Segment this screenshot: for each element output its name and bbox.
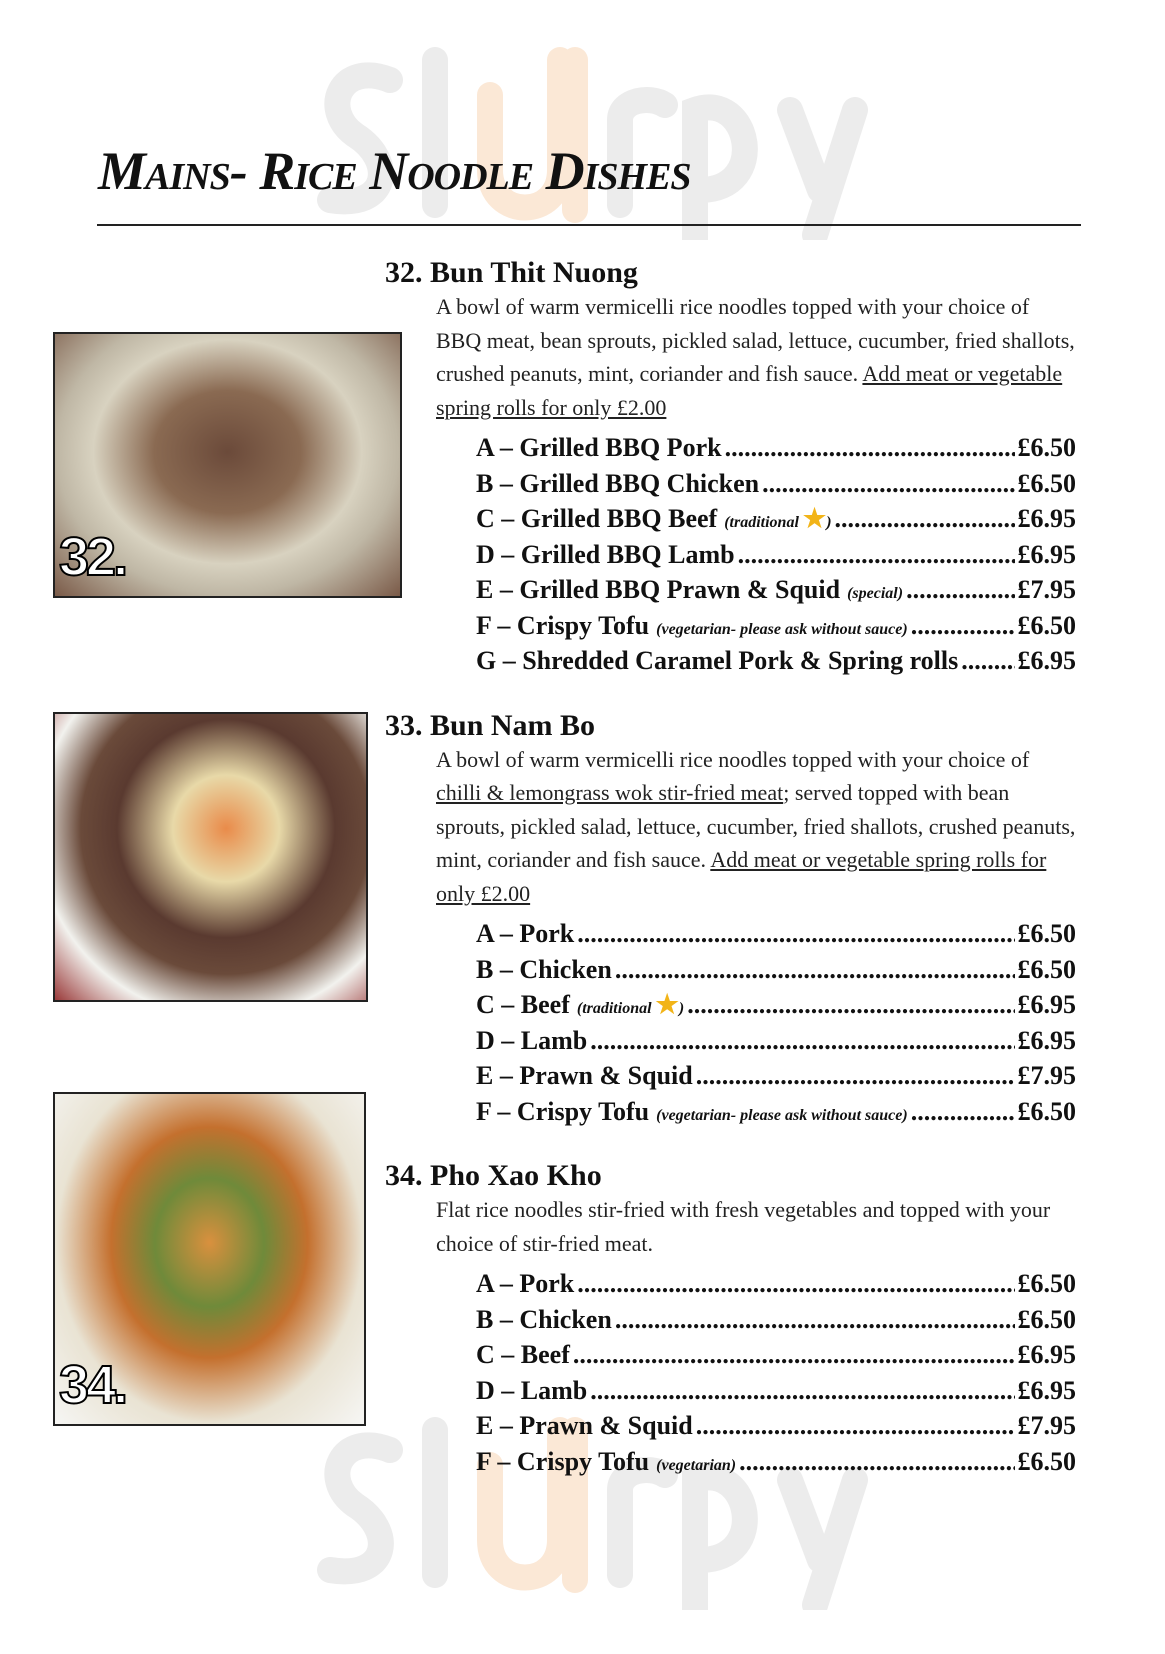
menu-item [476, 608, 1076, 644]
item-note: (vegetarian) [656, 1456, 737, 1474]
item-name: E – Prawn & Squid [476, 1411, 693, 1440]
dot-leader [615, 952, 1015, 988]
dot-leader [615, 1302, 1015, 1338]
item-price: £6.50 [1017, 610, 1076, 640]
dot-leader [577, 916, 1014, 952]
spring-roll-note: Add meat or vegetable spring rolls for only £2.00 [436, 847, 1047, 906]
item-name: C – Beef [476, 1340, 570, 1369]
item-price: £6.95 [1017, 539, 1076, 569]
item-price: £6.50 [1017, 1304, 1076, 1334]
item-name: D – Lamb [476, 1025, 588, 1055]
menu-item [476, 1023, 1076, 1059]
dot-leader [738, 537, 1015, 573]
item-name: G – Shredded Caramel Pork & Spring rolls [476, 646, 959, 675]
menu-item [476, 1266, 1076, 1302]
item-list [476, 1266, 1076, 1479]
menu-item [476, 952, 1076, 988]
dot-leader [696, 1408, 1015, 1444]
menu-item [476, 572, 1076, 608]
dot-leader [573, 1337, 1015, 1373]
item-price: £6.50 [1017, 954, 1076, 984]
item-name: F – Crispy Tofu [476, 610, 650, 640]
item-note: (traditional ★) [724, 504, 832, 533]
item-price: £6.95 [1017, 1025, 1076, 1055]
item-name: F – Crispy Tofu [476, 1096, 650, 1126]
dot-leader [906, 572, 1014, 608]
dot-leader [696, 1058, 1015, 1094]
section-description [436, 1193, 1076, 1260]
menu-item [476, 466, 1076, 502]
item-list [476, 430, 1076, 679]
item-price: £6.95 [1017, 990, 1076, 1019]
item-price: £6.95 [1017, 1375, 1076, 1405]
star-icon: ★ [802, 504, 827, 533]
section-heading: 32. Bun Thit Nuong [385, 256, 638, 289]
dot-leader [762, 466, 1014, 502]
dot-leader [577, 1266, 1014, 1302]
dot-leader [725, 430, 1015, 466]
title-divider [97, 224, 1081, 226]
item-name: B – Chicken [476, 1304, 612, 1334]
menu-item [476, 537, 1076, 573]
item-name: A – Pork [476, 1269, 575, 1298]
page-title: Mains- Rice Noodle Dishes [98, 141, 691, 201]
item-name: B – Chicken [476, 954, 612, 984]
item-price: £6.95 [1017, 646, 1076, 675]
item-name: D – Grilled BBQ Lamb [476, 539, 735, 569]
section-heading: 34. Pho Xao Kho [385, 1159, 602, 1192]
description-text: A bowl of warm vermicelli rice noodles topped with your choice of [436, 746, 1030, 772]
description-text: A bowl of warm vermicelli rice noodles topped with your choice of BBQ meat, bean sprouts, pickled salad, lettuce, cucumber, fried shallots, crushed peanuts, mint, coriander and fish sauce. [436, 294, 1075, 386]
section-description [436, 290, 1076, 424]
dot-leader [590, 1373, 1014, 1409]
dot-leader [961, 643, 1014, 679]
item-name: E – Grilled BBQ Prawn & Squid [476, 575, 841, 604]
item-name: C – Grilled BBQ Beef [476, 504, 718, 533]
star-icon: ★ [655, 990, 679, 1019]
menu-item [476, 916, 1076, 952]
menu-item [476, 1302, 1076, 1338]
menu-item [476, 1058, 1076, 1094]
item-price: £7.95 [1017, 1061, 1076, 1090]
description-text: ; served topped with bean sprouts, pickled salad, lettuce, cucumber, fried shallots, crushed peanuts, mint, coriander and fish sauce. [436, 780, 1076, 872]
description-text: Flat rice noodles stir-fried with fresh vegetables and topped with your choice of stir-fried meat. [436, 1197, 1051, 1256]
item-name: E – Prawn & Squid [476, 1061, 693, 1090]
menu-item [476, 643, 1076, 679]
section-pho-xao-kho [385, 1159, 1085, 1479]
item-note: (vegetarian- please ask without sauce) [656, 1106, 908, 1124]
dot-leader [835, 501, 1015, 537]
dish-photo-32 [53, 332, 402, 598]
menu-item [476, 1373, 1076, 1409]
spring-roll-note: Add meat or vegetable spring rolls for only £2.00 [436, 361, 1063, 420]
item-note: (traditional ★) [576, 990, 685, 1019]
item-note: (vegetarian- please ask without sauce) [656, 620, 908, 638]
item-list [476, 916, 1076, 1129]
item-note: (special) [847, 585, 904, 602]
item-price: £6.50 [1017, 1096, 1076, 1126]
item-price: £7.95 [1017, 575, 1076, 604]
item-name: B – Grilled BBQ Chicken [476, 468, 760, 498]
dot-leader [687, 987, 1014, 1023]
item-name: D – Lamb [476, 1375, 588, 1405]
item-name: C – Beef [476, 990, 570, 1019]
photo-number: 34. [59, 1355, 126, 1415]
item-price: £6.50 [1017, 1446, 1076, 1476]
item-name: A – Pork [476, 919, 575, 948]
photo-number: 32. [59, 527, 126, 587]
menu-item [476, 987, 1076, 1023]
item-price: £6.50 [1017, 433, 1076, 462]
section-bun-nam-bo [385, 709, 1085, 1130]
section-description [436, 743, 1076, 911]
dish-photo-34 [53, 1092, 366, 1426]
menu-item [476, 1444, 1076, 1480]
menu-item [476, 1408, 1076, 1444]
menu-column [385, 256, 1085, 1479]
dot-leader [911, 1094, 1015, 1130]
menu-item [476, 501, 1076, 537]
item-price: £6.95 [1017, 504, 1076, 533]
item-name: F – Crispy Tofu [476, 1446, 650, 1476]
description-underlined: chilli & lemongrass wok stir-fried meat [436, 780, 784, 805]
menu-item [476, 1094, 1076, 1130]
item-price: £6.50 [1017, 468, 1076, 498]
menu-item [476, 1337, 1076, 1373]
item-price: £6.50 [1017, 1269, 1076, 1298]
section-heading: 33. Bun Nam Bo [385, 708, 596, 742]
section-bun-thit-nuong [385, 256, 1085, 679]
item-price: £6.95 [1017, 1340, 1076, 1369]
dot-leader [739, 1444, 1014, 1480]
dot-leader [590, 1023, 1014, 1059]
item-price: £6.50 [1017, 919, 1076, 948]
menu-item [476, 430, 1076, 466]
item-name: A – Grilled BBQ Pork [476, 433, 722, 462]
dish-photo-33 [53, 712, 368, 1002]
item-price: £7.95 [1017, 1411, 1076, 1440]
dot-leader [911, 608, 1015, 644]
